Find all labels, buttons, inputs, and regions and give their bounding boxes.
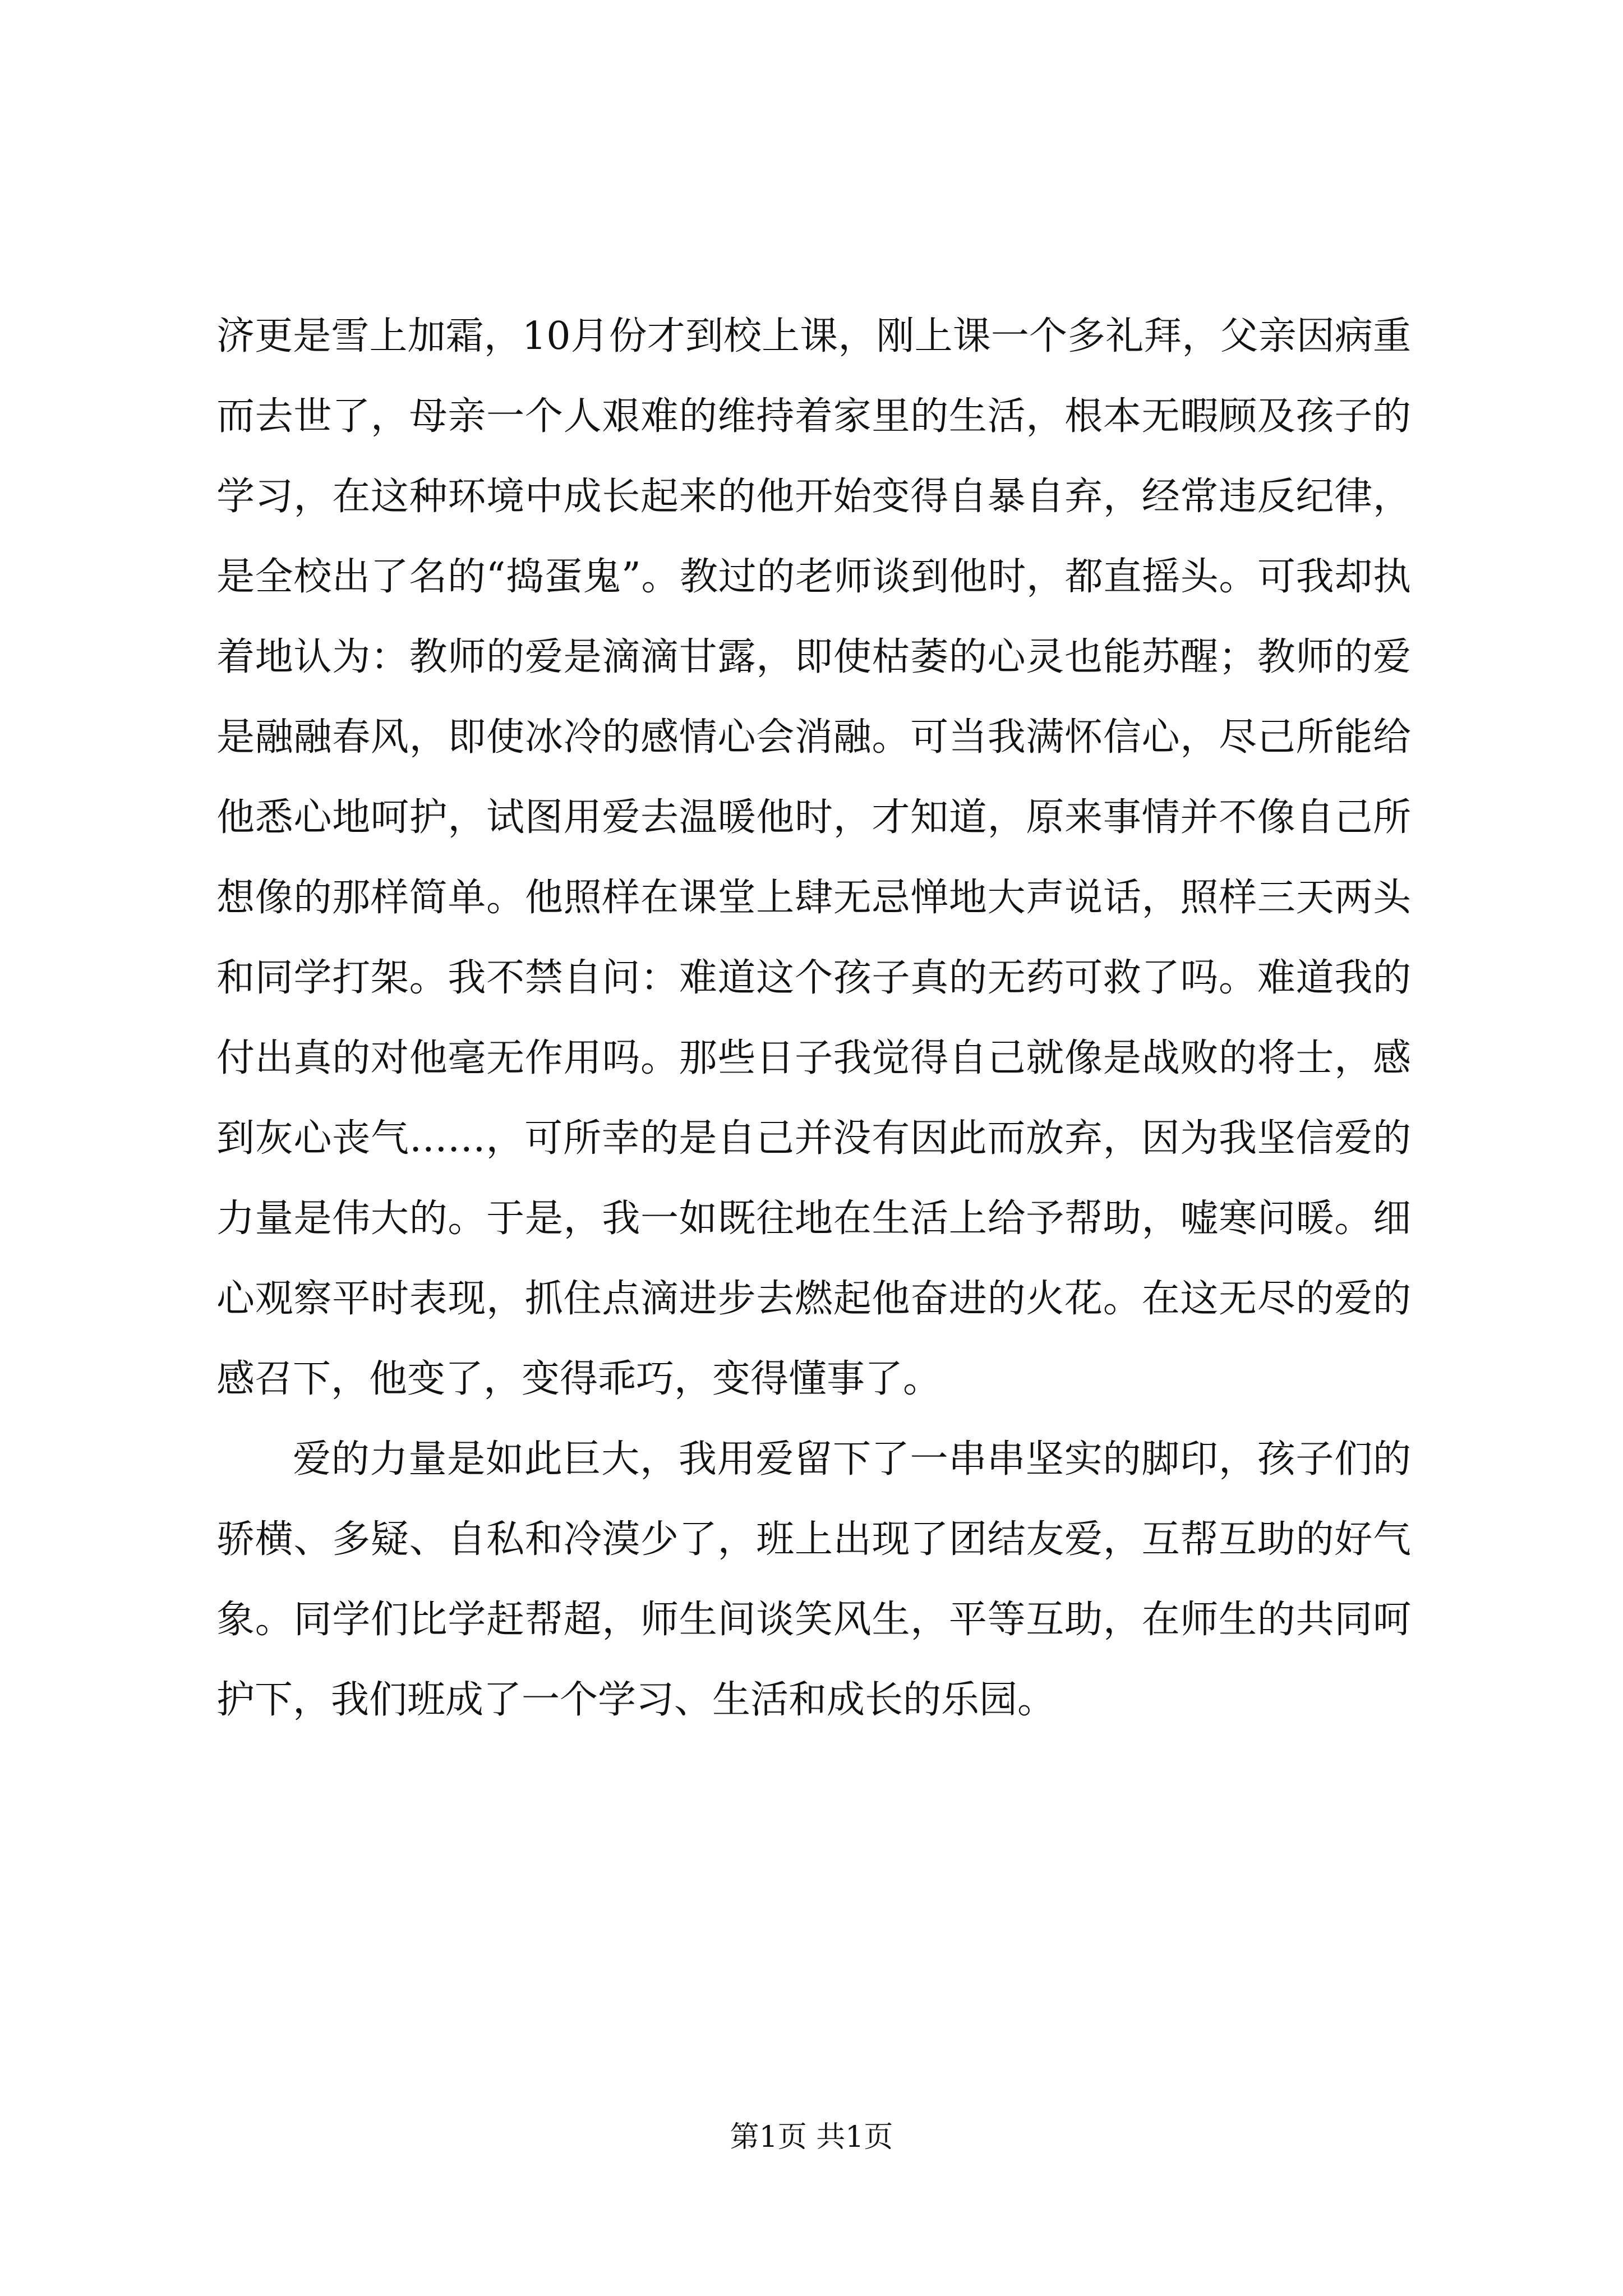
paragraph-1: 济更是雪上加霜，10月份才到校上课，刚上课一个多礼拜，父亲因病重而去世了，母亲一个人艰难的维持着家里的生活，根本无暇顾及孩子的学习，在这种环境中成长起来的他开始变得自暴自弃，经常违反纪律，是全校出了名的“捣蛋鬼”。教过的老师谈到他时，都直摇头。可我却执着地认为：教师的爱是滴滴甘露，即使枯萎的心灵也能苏醒；教师的爱是融融春风，即使冰冷的感情心会消融。可当我满怀信心，尽己所能给他悉心地呵护，试图用爱去温暖他时，才知道，原来事情并不像自己所想像的那样简单。他照样在课堂上肆无忌惮地大声说话，照样三天两头和同学打架。我不禁自问：难道这个孩子真的无药可救了吗。难道我的付出真的对他毫无作用吗。那些日子我觉得自己就像是战败的将士，感到灰心丧气……，可所幸的是自己并没有因此而放弃，因为我坚信爱的力量是伟大的。于是，我一如既往地在生活上给予帮助，嘘寒问暖。细心观察平时表现，抓住点滴进步去燃起他奋进的火花。在这无尽的爱的感召下，他变了，变得乖巧，变得懂事了。 xyxy=(216,314,1411,1401)
page-footer: 第1页 共1页 xyxy=(730,2120,893,2154)
paragraph-2: 爱的力量是如此巨大，我用爱留下了一串串坚实的脚印，孩子们的骄横、多疑、自私和冷漠少了，班上出现了团结友爱，互帮互助的好气象。同学们比学赶帮超，师生间谈笑风生，平等互助，在师生的共同呵护下，我们班成了一个学习、生活和成长的乐园。 xyxy=(216,1437,1411,1722)
document-body xyxy=(216,296,1411,1740)
